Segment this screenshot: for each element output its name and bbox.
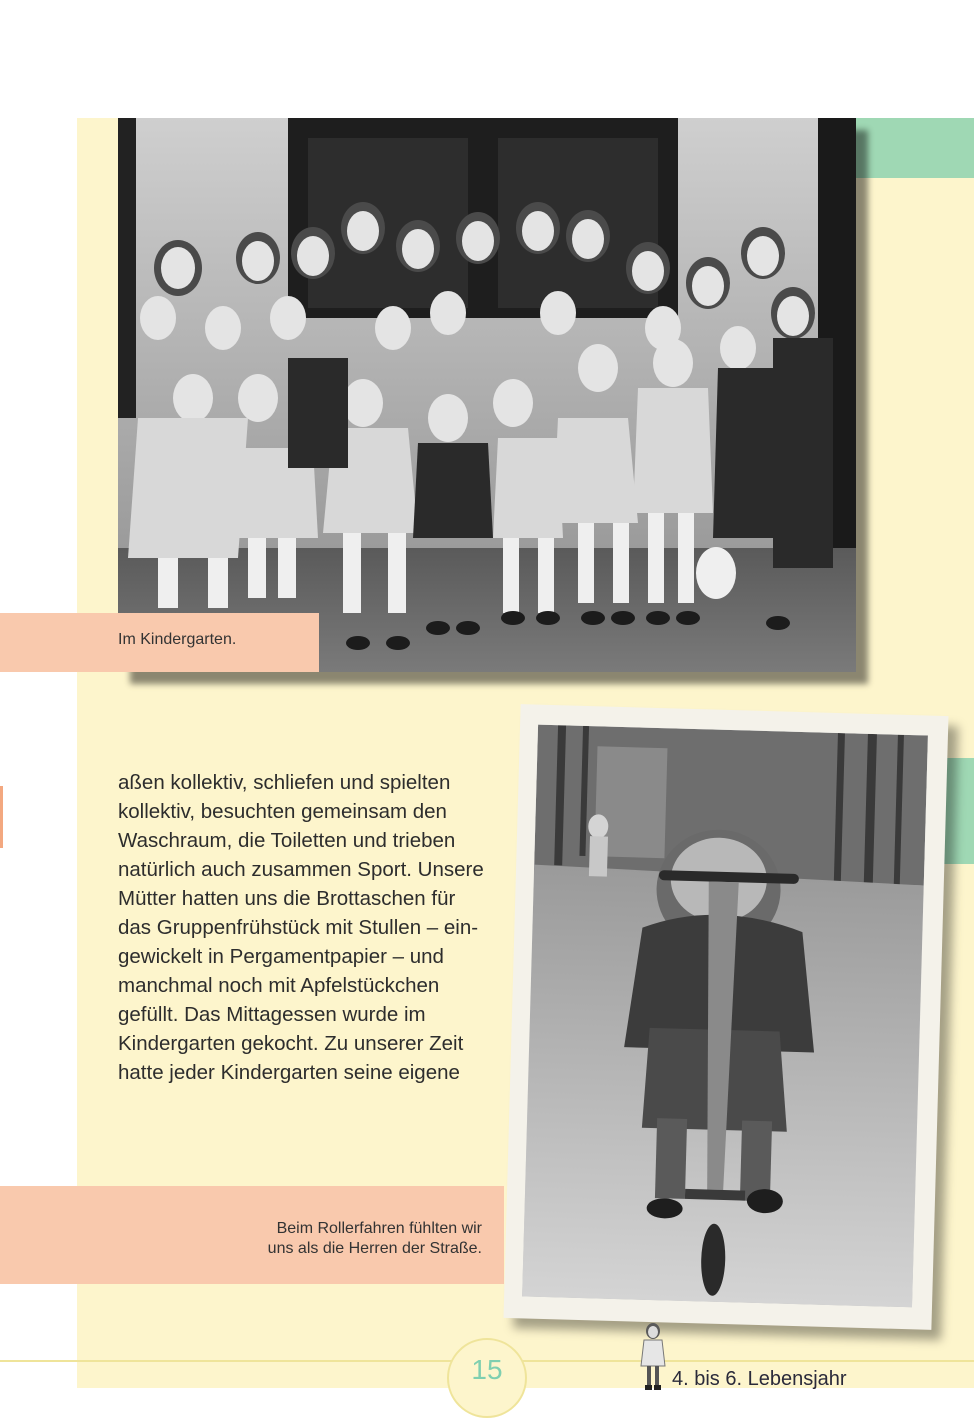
body-text-line: manchmal noch mit Apfelstückchen (118, 974, 440, 997)
scooter-photo-frame (504, 704, 949, 1330)
body-text-line: gefüllt. Das Mittagessen wurde im (118, 1003, 426, 1026)
body-text-line: Mütter hatten uns die Brottaschen für (118, 887, 456, 910)
body-text-line: gewickelt in Pergamentpapier – und (118, 945, 444, 968)
body-text-line: kollektiv, besuchten gemeinsam den (118, 800, 447, 823)
body-text-line: Waschraum, die Toiletten und trieben (118, 829, 456, 852)
kindergarten-photo-caption-box (0, 613, 319, 672)
orange-edge-marker (0, 786, 3, 848)
scooter-photo-caption-box (0, 1186, 504, 1284)
scooter-photo (522, 725, 928, 1308)
chapter-title: 4. bis 6. Lebensjahr (672, 1368, 847, 1390)
scooter-photo-caption-line: Beim Rollerfahren fühlten wir (276, 1220, 482, 1237)
child-figure-icon (638, 1322, 668, 1394)
body-text-line: aßen kollektiv, schliefen und spielten (118, 771, 451, 794)
body-text-line: hatte jeder Kindergarten seine eigene (118, 1061, 460, 1084)
scooter-photo-caption-line: uns als die Herren der Straße. (267, 1240, 482, 1257)
page-number: 15 (471, 1354, 503, 1385)
kindergarten-photo-caption: Im Kindergarten. (118, 631, 237, 648)
body-text-line: das Gruppenfrühstück mit Stullen – ein- (118, 916, 479, 939)
kindergarten-group-photo (118, 118, 856, 672)
body-text-block (118, 768, 508, 1087)
body-text-line: natürlich auch zusammen Sport. Unsere (118, 858, 484, 881)
body-text-line: Kindergarten gekocht. Zu unserer Zeit (118, 1032, 464, 1055)
green-accent-tab-top (856, 118, 974, 178)
